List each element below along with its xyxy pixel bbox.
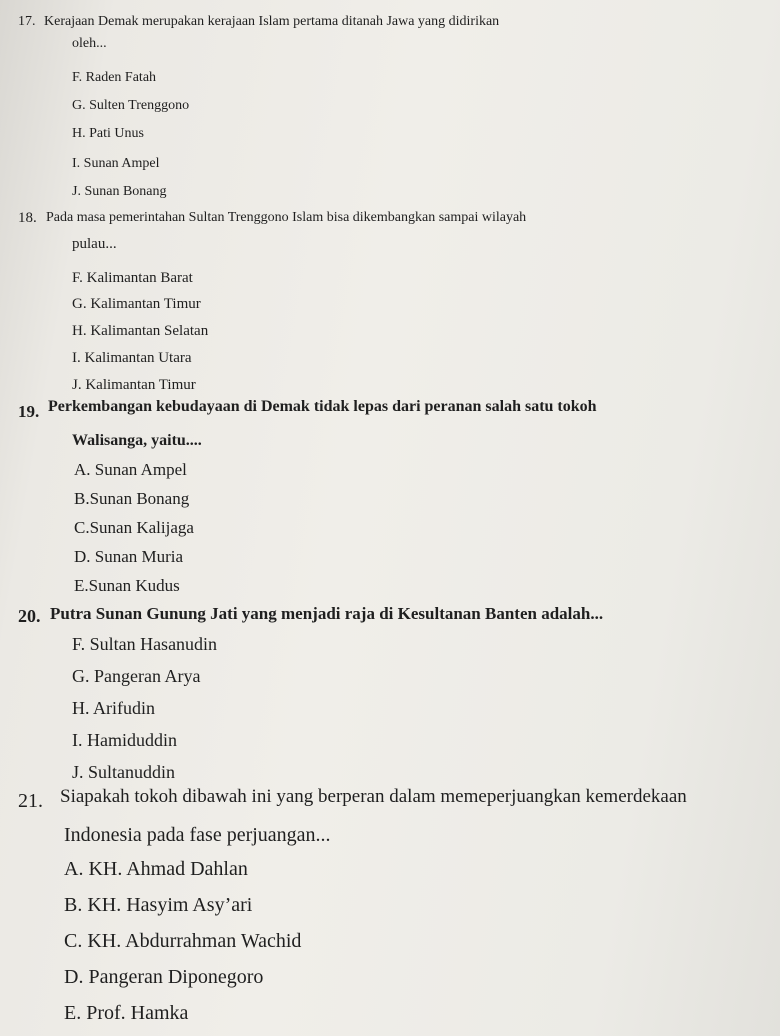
question-number: 21. [18, 790, 43, 812]
answer-option[interactable]: H. Pati Unus [72, 126, 144, 141]
answer-option[interactable]: C.Sunan Kalijaga [74, 518, 194, 537]
question-continuation: oleh... [72, 36, 107, 51]
answer-option[interactable]: G. Sulten Trenggono [72, 98, 190, 113]
answer-option[interactable]: H. Arifudin [72, 698, 155, 718]
answer-option[interactable]: C. KH. Abdurrahman Wachid [64, 930, 302, 952]
question-number: 18. [18, 210, 37, 226]
answer-option[interactable]: J. Kalimantan Timur [72, 377, 196, 393]
question-text: Perkembangan kebudayaan di Demak tidak lepas dari peranan salah satu tokoh [48, 398, 597, 415]
answer-option[interactable]: A. Sunan Ampel [74, 460, 187, 479]
question-number: 19. [18, 402, 40, 421]
question-continuation: pulau... [72, 236, 117, 252]
answer-option[interactable]: F. Raden Fatah [72, 70, 157, 85]
answer-option[interactable]: D. Pangeran Diponegoro [64, 966, 264, 988]
answer-option[interactable]: G. Kalimantan Timur [72, 296, 201, 312]
answer-option[interactable]: B. KH. Hasyim Asy’ari [64, 894, 253, 916]
answer-option[interactable]: J. Sunan Bonang [72, 184, 167, 199]
answer-option[interactable]: A. KH. Ahmad Dahlan [64, 858, 248, 880]
answer-option[interactable]: E.Sunan Kudus [74, 576, 180, 595]
answer-option[interactable]: I. Kalimantan Utara [72, 350, 192, 366]
answer-option[interactable]: J. Sultanuddin [72, 762, 176, 782]
question-text: Kerajaan Demak merupakan kerajaan Islam pertama ditanah Jawa yang didirikan [44, 14, 500, 29]
question-continuation: Indonesia pada fase perjuangan... [64, 824, 331, 846]
question-text: Pada masa pemerintahan Sultan Trenggono Islam bisa dikembangkan sampai wilayah [46, 210, 527, 225]
question-text: Siapakah tokoh dibawah ini yang berperan dalam memeperjuangkan kemerdekaan [60, 786, 687, 807]
answer-option[interactable]: I. Sunan Ampel [72, 156, 160, 171]
answer-option[interactable]: B.Sunan Bonang [74, 489, 190, 508]
question-continuation: Walisanga, yaitu.... [72, 432, 202, 449]
question-number: 17. [18, 14, 36, 29]
question-number: 20. [18, 606, 41, 626]
question-text: Putra Sunan Gunung Jati yang menjadi raja di Kesultanan Banten adalah... [50, 604, 604, 623]
answer-option[interactable]: D. Sunan Muria [74, 547, 184, 566]
answer-option[interactable]: I. Hamiduddin [72, 730, 177, 750]
answer-option[interactable]: E. Prof. Hamka [64, 1002, 189, 1024]
answer-option[interactable]: F. Kalimantan Barat [72, 270, 193, 286]
answer-option[interactable]: H. Kalimantan Selatan [72, 323, 209, 339]
answer-option[interactable]: F. Sultan Hasanudin [72, 634, 218, 654]
answer-option[interactable]: G. Pangeran Arya [72, 666, 201, 686]
